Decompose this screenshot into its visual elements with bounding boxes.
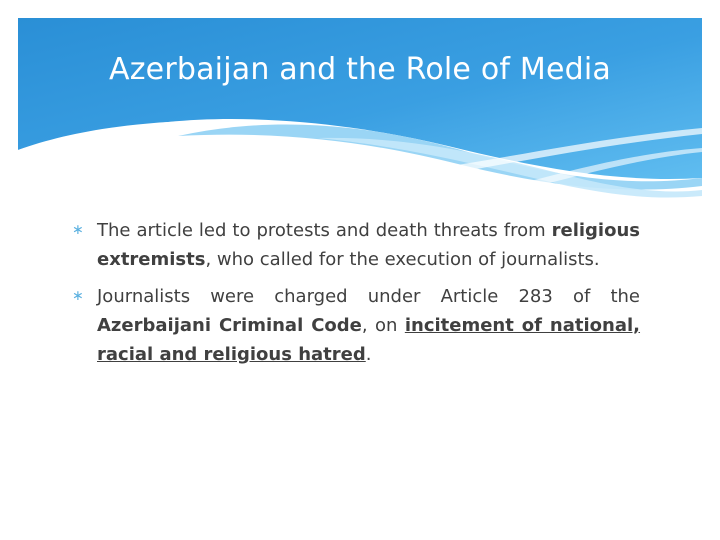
bullet-text: , who called for the execution of journalists. — [205, 249, 600, 270]
bullet-underlined-link-text: incitement of national, racial and religious hatred — [97, 315, 641, 365]
title-banner — [18, 18, 702, 198]
bullet-text: , on — [361, 315, 405, 336]
bullet-item — [72, 282, 640, 369]
bullet-bold-text: Azerbaijani Criminal Code — [97, 315, 362, 336]
bullet-item — [72, 216, 640, 274]
slide-title: Azerbaijan and the Role of Media — [109, 52, 611, 87]
bullet-text: . — [365, 344, 372, 365]
banner-wave-graphic — [18, 18, 702, 198]
bullet-list — [72, 216, 640, 377]
asterisk-bullet-icon: ∗ — [72, 288, 84, 304]
bullet-text: Journalists were charged under Article 283 of the — [97, 286, 640, 307]
bullet-bold-text: religious extremists — [97, 220, 640, 270]
asterisk-bullet-icon: ∗ — [72, 222, 84, 238]
bullet-text: The article led to protests and death threats from — [97, 220, 552, 241]
